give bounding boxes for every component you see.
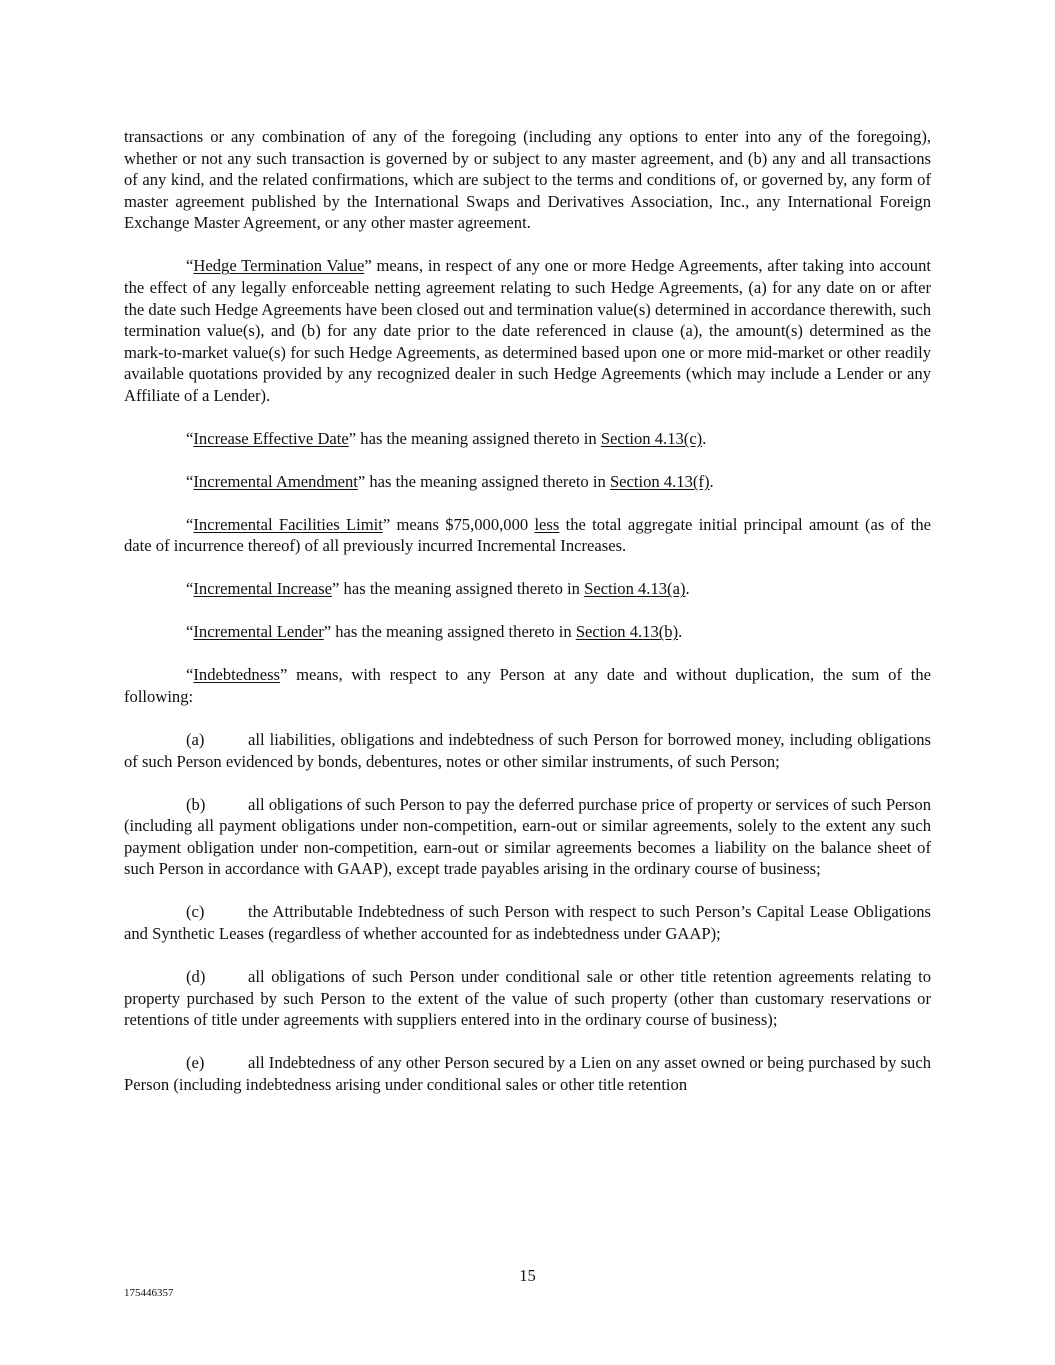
clause-item: (d) all obligations of such Person under conditional sale or other title retention agreements relating to property purchased by such Person to the extent of the value of such property (other than customary reservations or retentions of title under agreements with suppliers entered into in the ordinary course of business);: [124, 966, 931, 1030]
section-reference: Section 4.13(b): [575, 622, 679, 642]
defined-term: Increase Effective Date: [193, 428, 349, 448]
clause-item: (b) all obligations of such Person to pay the deferred purchase price of property or services of such Person (including all payment obligations under non-competition, earn-out or similar agreements, solely to the extent any such payment obligation under non-competition, earn-out or similar agreements becomes a liability on the balance sheet of such Person in accordance with GAAP), except trade payables arising in the ordinary course of business;: [124, 794, 931, 879]
defined-term: Incremental Facilities Limit: [193, 514, 383, 534]
section-reference: Section 4.13(f): [609, 471, 710, 491]
defined-term: Indebtedness: [193, 665, 281, 685]
definition-incremental-facilities-limit: “Incremental Facilities Limit” means $75,000,000 less the total aggregate initial principal amount (as of the date of incurrence thereof) of all previously incurred Incremental Increases.: [124, 514, 931, 556]
defined-term: Incremental Increase: [193, 579, 333, 599]
clause-item: (e) all Indebtedness of any other Person secured by a Lien on any asset owned or being purchased by such Person (including indebtedness arising under conditional sales or other title retention: [124, 1053, 931, 1094]
defined-term: Incremental Lender: [193, 622, 324, 642]
document-body: [124, 126, 931, 1117]
section-reference: Section 4.13(c): [600, 428, 703, 448]
clause-label: (c): [186, 902, 205, 922]
clause-label: (b): [186, 794, 206, 814]
definition-incremental-increase: “Incremental Increase” has the meaning assigned thereto in Section 4.13(a).: [186, 579, 690, 599]
page-number: 15: [519, 1266, 536, 1285]
definition-incremental-amendment: “Incremental Amendment” has the meaning assigned thereto in Section 4.13(f).: [186, 471, 714, 491]
clause-label: (e): [186, 1053, 205, 1073]
section-reference: Section 4.13(a): [584, 579, 686, 599]
clause-item: (c) the Attributable Indebtedness of such Person with respect to such Person’s Capital Lease Obligations and Synthetic Leases (regardless of whether accounted for as indebtedness under GAAP);: [124, 902, 931, 943]
document-id: 175446357: [124, 1287, 174, 1299]
paragraph-continuation: transactions or any combination of any of the foregoing (including any options to enter into any of the foregoing), whether or not any such transaction is governed by or subject to any master agreement, and (b) any and all transactions of any kind, and the related confirmations, which are subject to the terms and conditions of, or governed by, any form of master agreement published by the International Swaps and Derivatives Association, Inc., any International Foreign Exchange Master Agreement, or any other master agreement.: [124, 127, 931, 233]
definition-hedge-termination-value: “Hedge Termination Value” means, in respect of any one or more Hedge Agreements, after taking into account the effect of any legally enforceable netting agreement relating to such Hedge Agreements, (a) for any date on or after the date such Hedge Agreements have been closed out and termination value(s) determined in accordance therewith, such termination value(s), and (b) for any date prior to the date referenced in clause (a), the amount(s) determined as the mark-to-market value(s) for such Hedge Agreements, as determined based upon one or more mid-market or other readily available quotations provided by any recognized dealer in such Hedge Agreements (which may include a Lender or any Affiliate of a Lender).: [124, 256, 931, 405]
clause-label: (a): [186, 730, 205, 749]
clause-label: (d): [186, 966, 206, 986]
less-term: less: [534, 514, 560, 534]
definition-increase-effective-date: “Increase Effective Date” has the meaning assigned thereto in Section 4.13(c).: [186, 428, 707, 448]
defined-term: Incremental Amendment: [193, 471, 358, 491]
defined-term: Hedge Termination Value: [193, 256, 365, 276]
definition-incremental-lender: “Incremental Lender” has the meaning assigned thereto in Section 4.13(b).: [186, 622, 683, 642]
clause-item: (a) all liabilities, obligations and indebtedness of such Person for borrowed money, including obligations of such Person evidenced by bonds, debentures, notes or other similar instruments, of such Person;: [124, 730, 931, 771]
definition-indebtedness: “Indebtedness” means, with respect to any Person at any date and without duplication, the sum of the following:: [124, 665, 931, 707]
